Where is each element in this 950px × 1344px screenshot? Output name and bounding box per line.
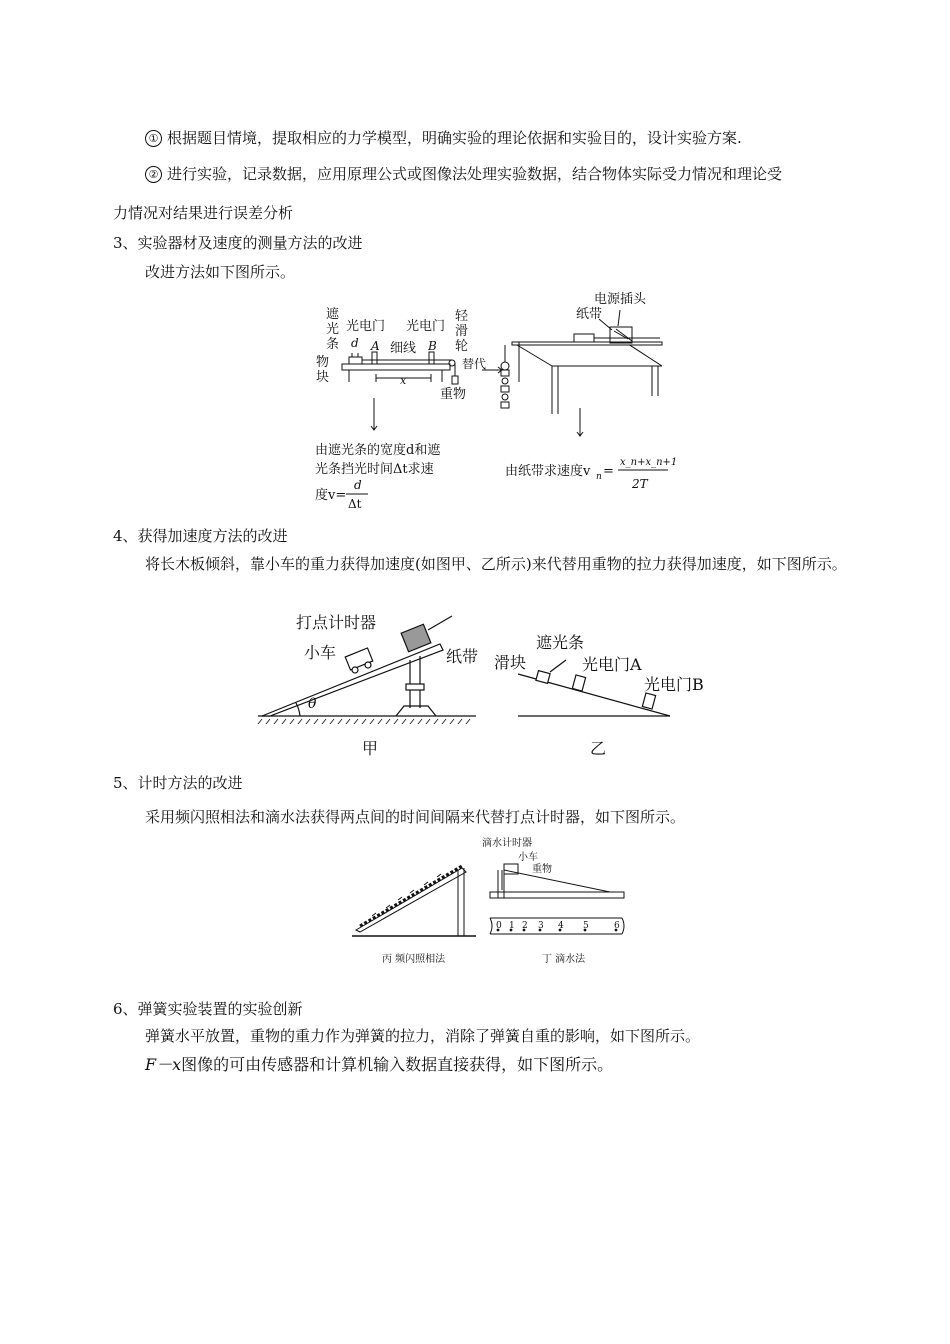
label-car: 小车 <box>304 643 337 662</box>
step-1 <box>145 128 742 148</box>
section-5-heading: 5、计时方法的改进 <box>113 774 243 792</box>
label-tape-right: 纸带 <box>576 307 603 322</box>
label-replace: 替代 <box>462 357 487 371</box>
section-3-heading: 3、实验器材及速度的测量方法的改进 <box>113 234 363 252</box>
label-tape: 纸带 <box>446 647 479 666</box>
gate-b <box>429 352 434 364</box>
label-gate-b: 光电门B <box>644 675 704 694</box>
label-weight: 重物 <box>440 387 467 402</box>
right-caption-eq: = <box>603 464 614 479</box>
step-2-number: ② <box>145 166 162 183</box>
label-hua: 滑 <box>455 324 469 339</box>
tick-2: 2 <box>522 921 528 931</box>
label-gate-a: 光电门A <box>582 655 642 674</box>
left-caption-line-2: 光条挡光时间Δt求速 <box>315 462 434 477</box>
caption-bing: 丙 频闪照相法 <box>382 954 446 965</box>
tick-0: 0 <box>496 921 502 931</box>
right-fraction-numerator: x_n+x_n+1 <box>620 457 678 468</box>
label-theta: θ <box>308 696 317 712</box>
label-small-weight: 重物 <box>532 864 552 875</box>
step-2-text: 进行实验，记录数据，应用原理公式或图像法处理实验数据，结合物体实际受力情况和理论受 <box>167 165 783 183</box>
caption-yi: 乙 <box>590 739 607 758</box>
cart-right <box>574 334 594 342</box>
section-4-paragraph: 将长木板倾斜，靠小车的重力获得加速度(如图甲、乙所示)来代替用重物的拉力获得加速度，如下图所示。 <box>145 555 847 573</box>
right-caption: 由纸带求速度v <box>505 464 591 479</box>
section-6-line-2-text: 图像的可由传感器和计算机输入数据直接获得，如下图所示。 <box>181 1055 614 1074</box>
label-lun: 轮 <box>455 339 469 354</box>
label-thread: 细线 <box>390 341 417 356</box>
tick-4: 4 <box>558 921 564 931</box>
step-1-number: ① <box>145 130 162 147</box>
right-caption-sub: n <box>596 472 602 482</box>
step-1-text: 根据题目情境，提取相应的力学模型，明确实验的理论依据和实验目的，设计实验方案. <box>167 129 742 147</box>
tick-6: 6 <box>614 921 620 931</box>
label-drip-timer: 滴水计时器 <box>482 838 532 849</box>
caption-ding: 丁 滴水法 <box>542 954 586 965</box>
label-zhe: 遮 <box>326 307 340 322</box>
fraction-numerator: d <box>354 478 362 492</box>
gate-a-icon <box>572 675 585 691</box>
label-slider: 滑块 <box>494 653 527 672</box>
label-tiao: 条 <box>326 337 340 352</box>
label-plug: 电源插头 <box>594 292 647 307</box>
section-6-line-2 <box>145 1054 613 1076</box>
figure-velocity-measurement <box>0 284 950 514</box>
label-kuai: 块 <box>316 370 330 385</box>
timer <box>401 624 431 652</box>
track <box>342 364 450 370</box>
label-b: B <box>428 339 437 353</box>
tick-5: 5 <box>583 921 589 931</box>
section-6-line-1: 弹簧水平放置，重物的重力作为弹簧的拉力，消除了弹簧自重的影响，如下图所示。 <box>145 1027 701 1045</box>
slider <box>536 671 550 684</box>
section-4-heading: 4、获得加速度方法的改进 <box>113 527 288 545</box>
block <box>349 357 362 364</box>
label-a: A <box>371 339 380 353</box>
fraction-denominator: Δt <box>348 497 362 511</box>
label-qing: 轻 <box>455 309 469 324</box>
step-2 <box>145 164 782 184</box>
hanging-weight <box>452 376 458 384</box>
section-5-intro: 采用频闪照相法和滴水法获得两点间的时间间隔来代替打点计时器，如下图所示。 <box>145 808 686 826</box>
section-3-intro: 改进方法如下图所示。 <box>145 263 296 281</box>
label-guang: 光 <box>326 322 340 337</box>
gate-a <box>372 352 377 364</box>
label-x: x <box>400 374 407 387</box>
figure-timing <box>0 832 950 972</box>
label-gate-1: 光电门 <box>346 319 386 334</box>
caption-jia: 甲 <box>362 739 379 758</box>
f-x-variable: F－x <box>145 1055 182 1074</box>
right-fraction-denominator: 2T <box>632 477 648 491</box>
label-strip: 遮光条 <box>536 633 585 652</box>
tick-1: 1 <box>509 921 515 931</box>
label-wu: 物 <box>316 355 330 370</box>
label-small-car: 小车 <box>518 852 538 863</box>
figure-acceleration <box>0 604 950 764</box>
label-d: d <box>351 336 359 350</box>
label-gate-2: 光电门 <box>406 319 446 334</box>
left-caption-line-1: 由遮光条的宽度d和遮 <box>315 443 441 458</box>
section-6-heading: 6、弹簧实验装置的实验创新 <box>113 1000 303 1018</box>
label-timer: 打点计时器 <box>296 613 377 632</box>
step-2-continuation: 力情况对结果进行误差分析 <box>113 204 294 222</box>
tick-3: 3 <box>538 921 544 931</box>
left-caption-line-3: 度v= <box>315 488 347 503</box>
gate-b-icon <box>642 693 655 709</box>
